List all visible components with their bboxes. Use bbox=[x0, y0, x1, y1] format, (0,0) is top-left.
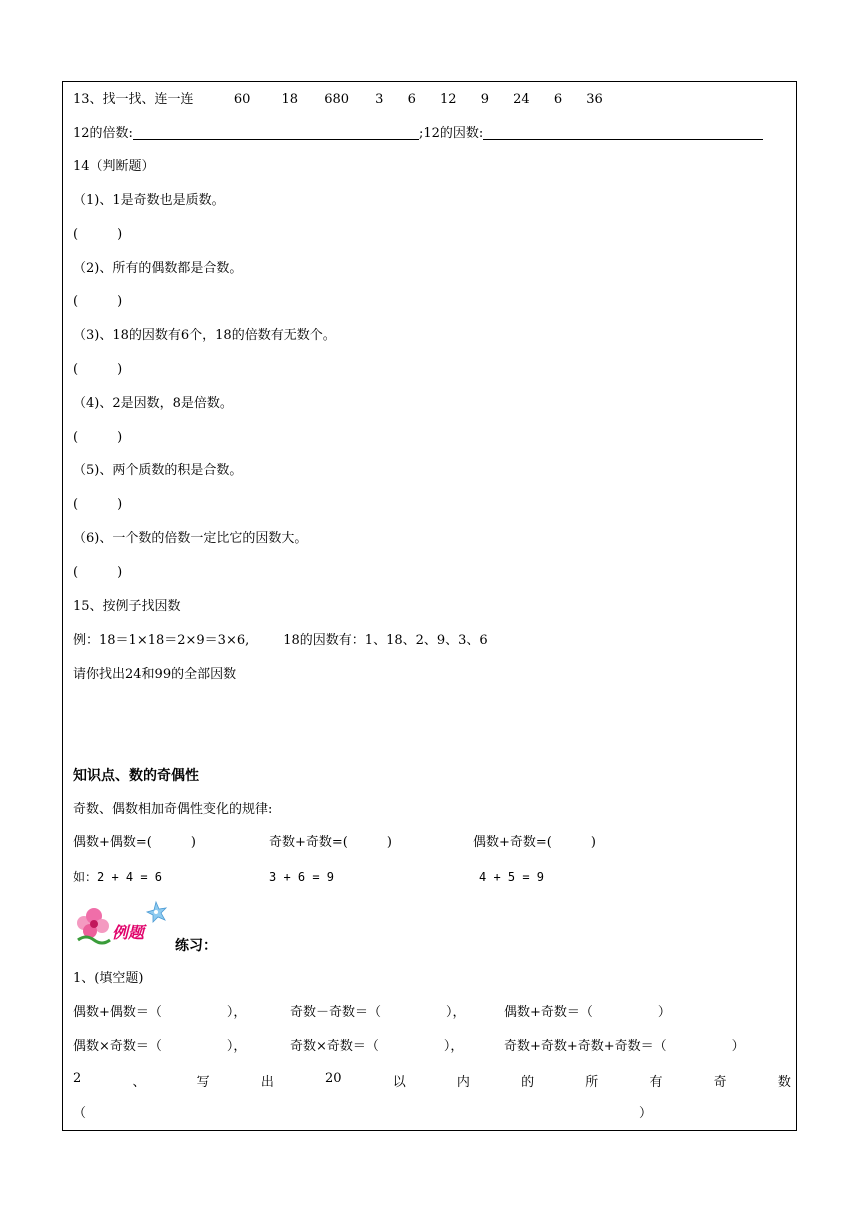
multiple-label: 12的倍数: bbox=[73, 126, 133, 141]
formula-even-even: 偶数+偶数=( ) bbox=[73, 835, 196, 850]
q13-number: 9 bbox=[480, 92, 489, 107]
q14-answer-paren[interactable]: ( ) bbox=[73, 497, 123, 512]
blank-expression: 奇数+奇数+奇数+奇数＝（ ） bbox=[504, 1039, 745, 1054]
q15-example-factors: 18的因数有：1、18、2、9、3、6 bbox=[283, 633, 488, 648]
q14-item: （5)、两个质数的积是合数。 bbox=[73, 463, 243, 478]
q2-word: 写 bbox=[196, 1075, 210, 1090]
knowledge-rule: 奇数、偶数相加奇偶性变化的规律: bbox=[73, 802, 273, 817]
q2-word: 出 bbox=[260, 1075, 274, 1090]
q2-word: 奇 bbox=[713, 1075, 727, 1090]
example-flower-logo bbox=[72, 900, 172, 950]
q13-number: 36 bbox=[586, 92, 603, 107]
q2-word: 有 bbox=[649, 1075, 663, 1090]
example-3: 4 + 5 = 9 bbox=[479, 870, 545, 884]
q15-example-equation: 例：18＝1×18＝2×9＝3×6, bbox=[73, 633, 250, 648]
star-flower-icon bbox=[147, 902, 166, 922]
logo-label: 例题 bbox=[112, 923, 145, 942]
q14-item: （4)、2是因数，8是倍数。 bbox=[73, 396, 233, 411]
q14-answer-paren[interactable]: ( ) bbox=[73, 430, 123, 445]
q14-item: （2)、所有的偶数都是合数。 bbox=[73, 261, 243, 276]
q2-word: 20 bbox=[325, 1071, 342, 1086]
q13-number: 6 bbox=[407, 92, 416, 107]
flower-icon bbox=[77, 908, 110, 943]
q13-row bbox=[73, 91, 603, 109]
q14-answer-paren[interactable]: ( ) bbox=[73, 362, 123, 377]
q13-number: 24 bbox=[513, 92, 530, 107]
example-2: 3 + 6 = 9 bbox=[269, 870, 335, 884]
q2-word: 以 bbox=[392, 1075, 406, 1090]
q14-item: （1)、1是奇数也是质数。 bbox=[73, 193, 225, 208]
q13-number: 18 bbox=[281, 92, 299, 107]
q2-word: 2 bbox=[73, 1071, 82, 1086]
blank-expression: 奇数×奇数＝（ ）， bbox=[290, 1039, 464, 1054]
formula-odd-odd: 奇数+奇数=( ) bbox=[269, 835, 392, 850]
q2-close-paren: ） bbox=[639, 1106, 653, 1121]
q2-word: 所 bbox=[585, 1075, 599, 1090]
q13-number: 680 bbox=[324, 92, 350, 107]
q15-ask: 请你找出24和99的全部因数 bbox=[73, 667, 237, 682]
factor-blank[interactable] bbox=[483, 138, 763, 140]
q13-number: 6 bbox=[553, 92, 563, 107]
blank-expression: 偶数+奇数＝（ ） bbox=[504, 1005, 671, 1020]
example-1: 如：2 + 4 = 6 bbox=[73, 870, 163, 884]
q2-word: 的 bbox=[521, 1075, 535, 1090]
blank-expression: 偶数+偶数＝（ ）， bbox=[73, 1005, 247, 1020]
multiple-blank[interactable] bbox=[133, 138, 419, 140]
q14-item: （3)、18的因数有6个，18的倍数有无数个。 bbox=[73, 328, 336, 343]
practice-heading: 练习： bbox=[175, 938, 217, 954]
q14-answer-paren[interactable]: ( ) bbox=[73, 227, 123, 242]
q13-answer-row bbox=[73, 125, 763, 143]
blank-expression: 偶数×奇数＝（ ）， bbox=[73, 1039, 247, 1054]
q13-number: 60 bbox=[233, 92, 251, 107]
q13-number: 3 bbox=[375, 92, 384, 107]
blank-expression: 奇数－奇数＝（ ）， bbox=[290, 1005, 466, 1020]
q2-open-paren: （ bbox=[73, 1106, 87, 1121]
q2-word: 、 bbox=[132, 1075, 146, 1090]
knowledge-heading: 知识点、数的奇偶性 bbox=[73, 768, 199, 784]
practice-q1-title: 1、(填空题) bbox=[73, 971, 144, 986]
q15-example bbox=[73, 632, 488, 650]
practice-q2-row bbox=[73, 1071, 791, 1090]
q14-answer-paren[interactable]: ( ) bbox=[73, 294, 123, 309]
q15-title: 15、按例子找因数 bbox=[73, 599, 181, 614]
q2-word: 内 bbox=[456, 1075, 470, 1090]
q14-title: 14（判断题） bbox=[73, 159, 155, 174]
q13-prefix: 13、找一找、连一连 bbox=[73, 92, 194, 107]
q14-item: （6)、一个数的倍数一定比它的因数大。 bbox=[73, 531, 308, 546]
formula-even-odd: 偶数+奇数=( ) bbox=[473, 835, 596, 850]
factor-label: ;12的因数: bbox=[418, 126, 484, 141]
q13-number: 12 bbox=[440, 92, 457, 107]
q14-answer-paren[interactable]: ( ) bbox=[73, 565, 123, 580]
q2-word: 数 bbox=[777, 1075, 791, 1090]
